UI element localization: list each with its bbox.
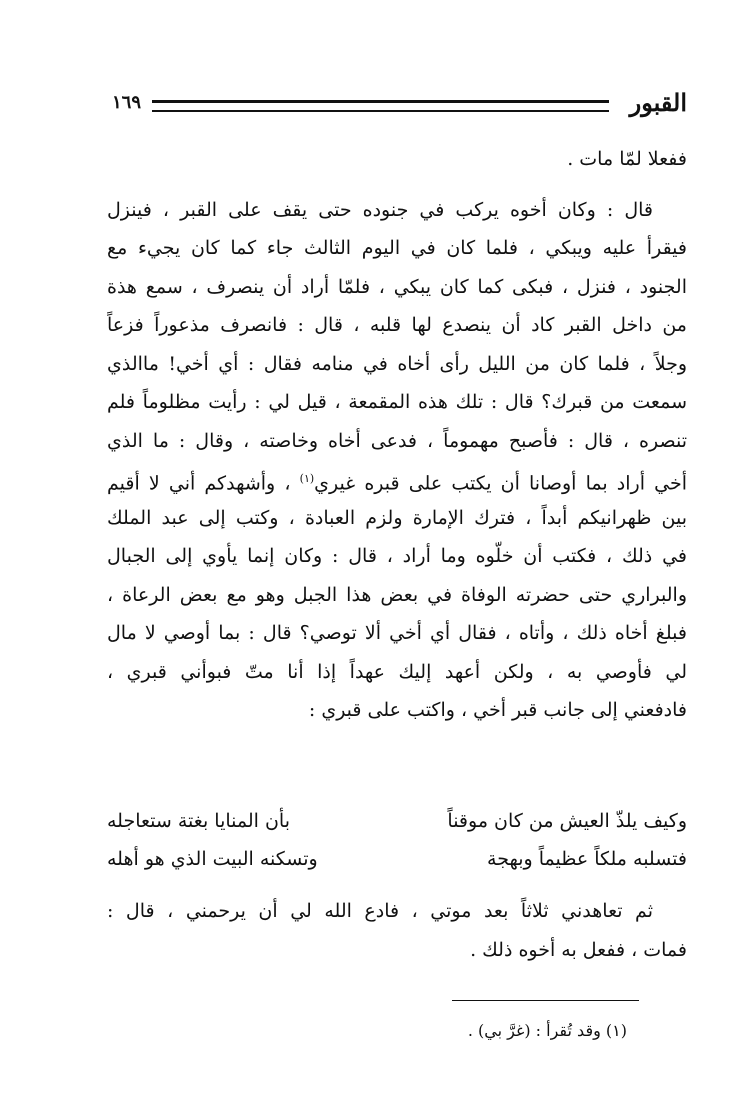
closing-text [107,892,687,969]
text-line: تنصره ، قال : فأصبح مهموماً ، فدعى أخاه وخاصته ، وقال : ما الذي [107,429,687,452]
text-line: سمعت من قبرك؟ قال : تلك هذه المقمعة ، قيل لي : رأيت مظلوماً فلم [107,391,687,413]
chapter-title: القبور [629,88,687,117]
footnote-rule [452,1000,639,1001]
text-line: فيقرأ عليه ويبكي ، فلما كان في اليوم الثالث جاء كما كان يجيء مع [107,237,687,259]
verse-line [107,840,687,879]
text-line: فمات ، ففعل به أخوه ذلك . [470,938,687,961]
verse-line [107,802,687,841]
text-line: في ذلك ، فكتب أن خلّوه وما أراد ، قال : وكان إنما يأوي إلى الجبال [107,545,687,567]
running-header [112,84,687,124]
header-rule [152,100,609,112]
main-text [107,140,687,730]
text-line: بين ظهرانيكم أبداً ، فترك الإمارة ولزم العبادة ، وكتب إلى عبد الملك [107,506,687,529]
text-line: والبراري حتى حضرته الوفاة في بعض هذا الجبل وهو مع بعض الرعاة ، [107,583,687,606]
text-line: الجنود ، فنزل ، فبكى كما كان يبكي ، فلمّا أراد أن ينصرف ، سمع هذة [107,275,687,298]
verse-first-hemistich: فتسلبه ملكاً عظيماً وبهجة [487,848,687,870]
text-fragment: ، وأشهدكم أني لا أقيم [107,472,291,495]
page-number: ١٦٩ [112,92,142,113]
text-line: لي فأوصي به ، ولكن أعهد إليك عهداً إذا أنا متّ فبوأني قبري ، [107,660,687,683]
verse-first-hemistich: وكيف يلذّ العيش من كان موقناً [447,810,687,832]
text-line: فادفعني إلى جانب قبر أخي ، واكتب على قبري : [308,699,687,721]
text-line: فبلغ أخاه ذلك ، وأتاه ، فقال أي أخي ألا توصي؟ قال : بما أوصي لا مال [107,622,687,644]
footnote: (١) وقد تُقرأ : (غرَّ بي) . [467,1021,627,1040]
text-line: من داخل القبر كاد أن ينصدع لها قلبه ، قال : فانصرف مذعوراً فزعاً [107,314,687,336]
footnote-ref: (١) [299,472,315,485]
text-line-with-footnote [107,460,687,499]
text-fragment: أخي أراد بما أوصانا أن يكتب على قبره غيري [314,472,687,495]
text-line: ففعلا لمّا مات . [567,148,687,170]
text-line: قال : وكان أخوه يركب في جنوده حتى يقف على القبر ، فينزل [107,198,653,221]
verse-second-hemistich: بأن المنايا بغتة ستعاجله [107,810,291,832]
verse-second-hemistich: وتسكنه البيت الذي هو أهله [107,848,318,870]
text-line: وجلاً ، فلما كان من الليل رأى أخاه في منامه فقال : أي أخي! ماالذي [107,352,687,375]
text-line: ثم تعاهدني ثلاثاً بعد موتي ، فادع الله لي أن يرحمني ، قال : [107,900,653,922]
